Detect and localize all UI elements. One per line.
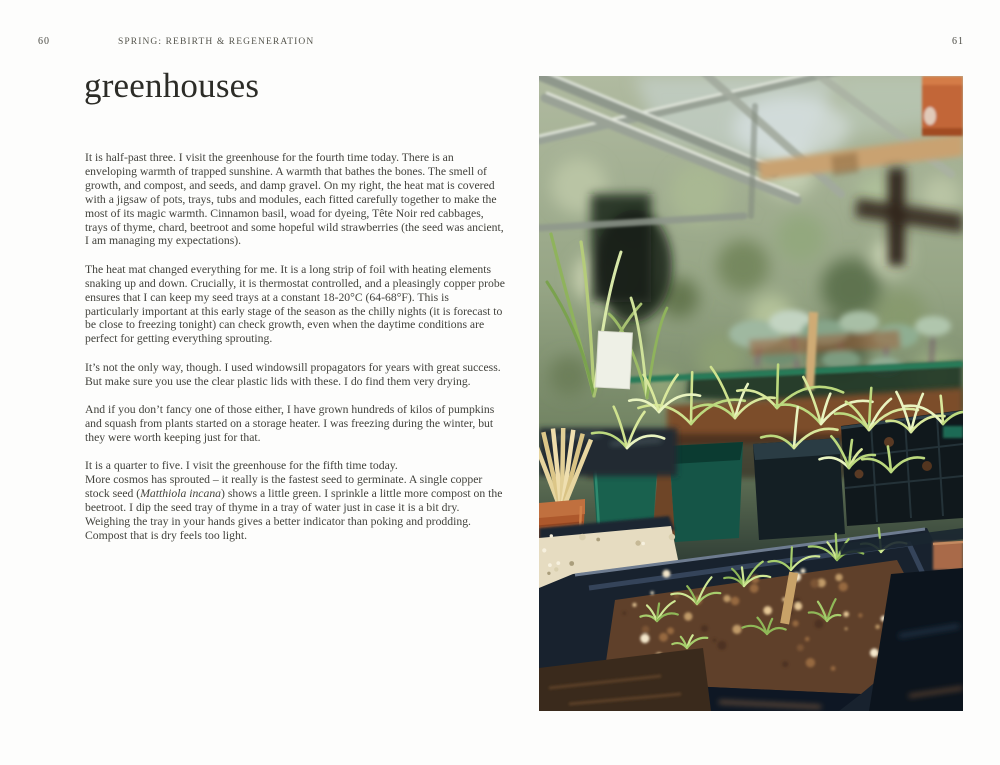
paragraph: And if you don’t fancy one of those either, I have grown hundreds of kilos of pumpkins and squash from plants started on a storage heater. I was freezing during the winter, but they were worth keeping just for that.: [85, 403, 495, 444]
page-number-right: 61: [952, 36, 964, 47]
body-paragraphs: [85, 151, 505, 557]
paragraph: It is half-past three. I visit the greenhouse for the fourth time today. There is an enveloping warmth of trapped sunshine. A warmth that bathes the bones. The smell of growth, and compost, and seeds, and damp gravel. On my right, the heat mat is covered with a jigsaw of pots, trays, tubs and modules, each fitted carefully together to make the most of its magic warmth. Cinnamon basil, woad for dyeing, Tête Noir red cabbages, trays of thyme, chard, beetroot and some hopeful wild strawberries (the seed was ancient, I am managing my expectations).: [85, 151, 504, 248]
terracotta-pot-top: [922, 76, 963, 136]
greenhouse-photo: [539, 76, 963, 711]
plant-label: [596, 331, 633, 389]
paragraph: It’s not the only way, though. I used windowsill propagators for years with great success. But make sure you use the clear plastic lids with these. I do find them very drying.: [85, 360, 501, 388]
paragraph: It is a quarter to five. I visit the greenhouse for the fifth time today. More cosmos has sprouted – it really is the fastest seed to germinate. A single copper stock seed (Matthiola incana) shows a little green. I sprinkle a little more compost on the beetroot. I dip the seed tray of thyme in a tray of water just in case it is a bit dry. Weighing the tray in your hands gives a better indicator than poking and prodding. Compost that is dry feels too light.: [85, 459, 503, 542]
chapter-title: greenhouses: [84, 66, 260, 105]
running-head: SPRING: REBIRTH & REGENERATION: [118, 37, 315, 47]
paragraph: The heat mat changed everything for me. It is a long strip of foil with heating elements snaking up and down. Crucially, it is thermostat controlled, and a pleasingly copper probe ensures that I can keep my seed trays at a constant 18-20°C (64-68°F). This is particularly important at this early stage of the season as the chilly nights (it is forecast to be close to freezing tonight) can check growth, even when the daytime conditions are perfect for getting everything sprouting.: [85, 262, 505, 346]
page-number-left: 60: [38, 36, 50, 47]
wooden-block: [933, 542, 963, 570]
greenhouse-photo-illustration: [539, 76, 963, 711]
